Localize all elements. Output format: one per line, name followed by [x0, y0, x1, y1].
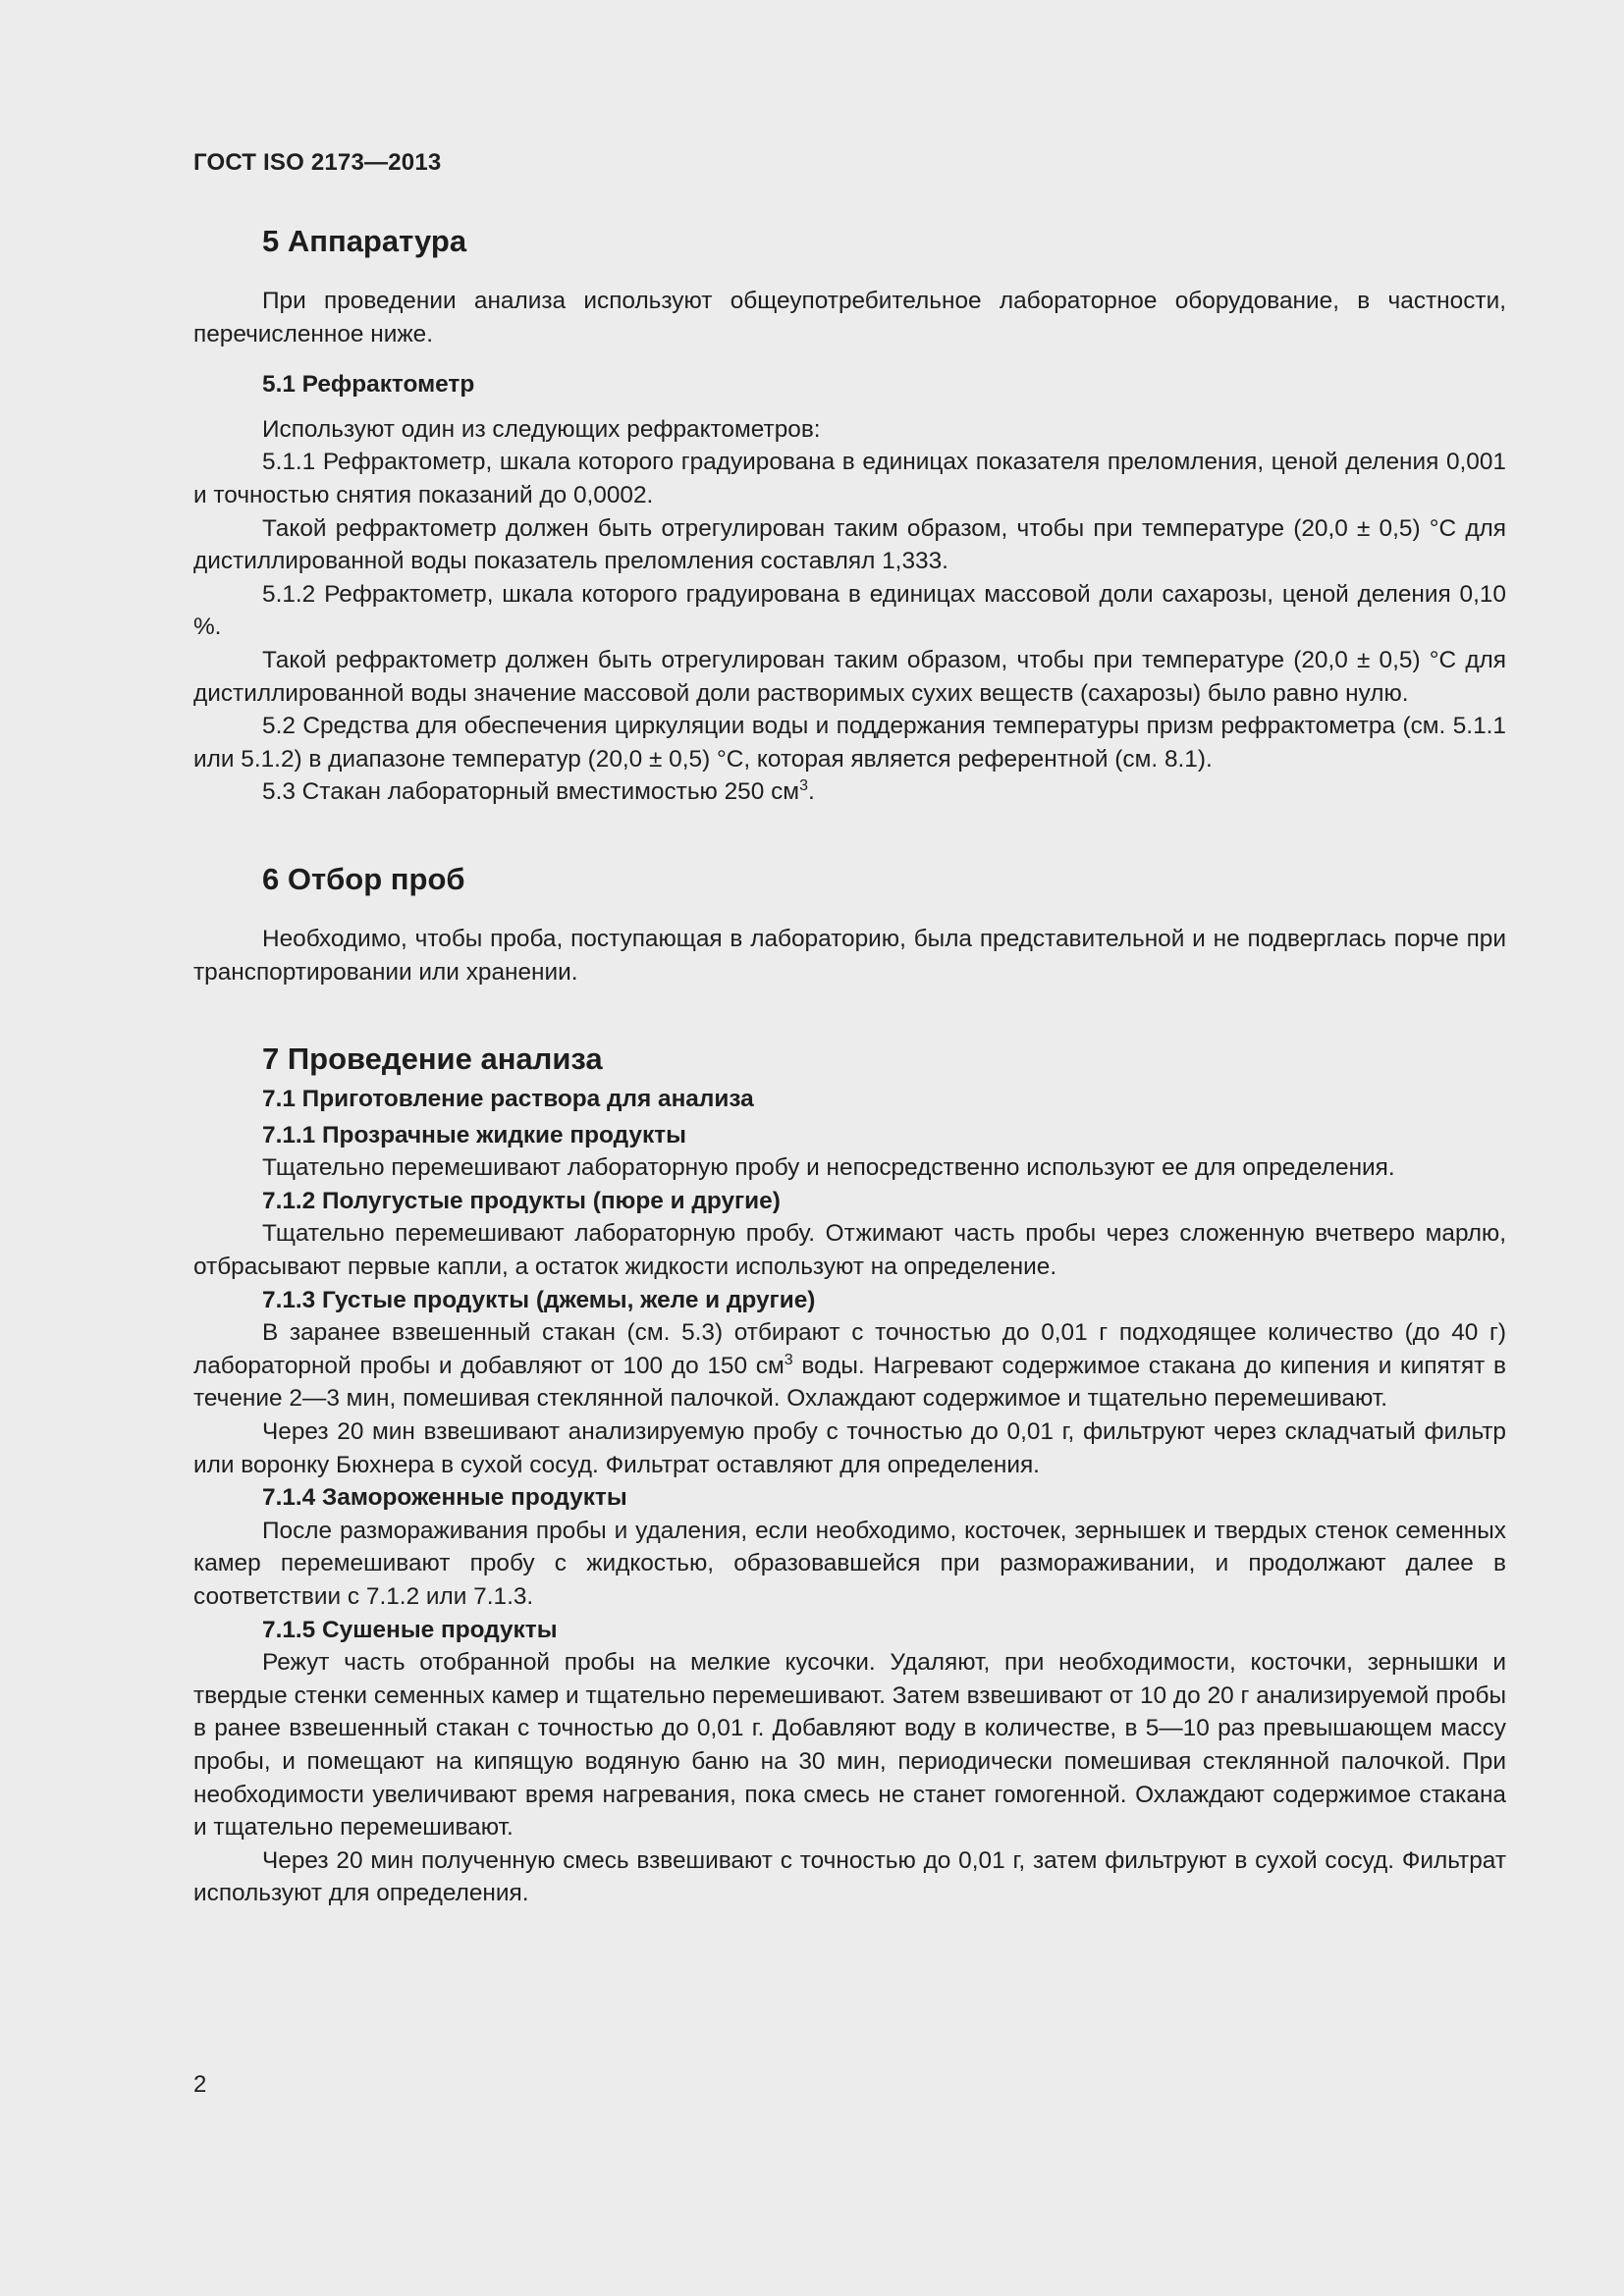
section-6-title: 6 Отбор проб: [262, 861, 465, 896]
section-5-3-end: .: [807, 778, 815, 806]
section-5-1-1: 5.1.1 Рефрактометр, шкала которого градуирована в единицах показателя преломления, ценой деления 0,001 и точностью снятия показаний до 0,0002.: [193, 449, 1506, 508]
section-5-title: 5 Аппаратура: [262, 224, 467, 258]
section-7-1-4-title: 7.1.4 Замороженные продукты: [262, 1484, 627, 1512]
section-7-1-3-p1-a: В заранее взвешенный стакан (см. 5.3) отбирают с точностью до 0,01 г подходящее количество (до 40 г) лабораторной пробы и добавляют от 100 до 150 см: [193, 1319, 1506, 1379]
section-5-3-text: 5.3 Стакан лабораторный вместимостью 250 см: [262, 778, 800, 806]
section-7-1-2-title: 7.1.2 Полугустые продукты (пюре и другие): [262, 1187, 781, 1214]
section-5-3: [193, 775, 1506, 809]
section-5-intro: При проведении анализа используют общеупотребительное лабораторное оборудование, в частности, перечисленное ниже.: [193, 288, 1506, 347]
section-7-1-4-p1: После размораживания пробы и удаления, если необходимо, косточек, зернышек и твердых стенок семенных камер перемешивают пробу с жидкостью, образовавшейся при размораживании, и продолжают далее в соответствии с 7.1.2 или 7.1.3.: [193, 1517, 1506, 1610]
section-5-1-p1: Используют один из следующих рефрактометров:: [262, 415, 821, 443]
document-code-header: ГОСТ ISO 2173—2013: [193, 149, 442, 176]
section-7-1-1-p1: Тщательно перемешивают лабораторную пробу и непосредственно используют ее для определения.: [262, 1154, 1395, 1182]
section-7-1-3-title: 7.1.3 Густые продукты (джемы, желе и другие): [262, 1286, 816, 1313]
section-7-1-3-p2: Через 20 мин взвешивают анализируемую пробу с точностью до 0,01 г, фильтруют через складчатый фильтр или воронку Бюхнера в сухой сосуд. Фильтрат оставляют для определения.: [193, 1418, 1506, 1478]
section-6-p1: Необходимо, чтобы проба, поступающая в лабораторию, была представительной и не подверглась порче при транспортировании или хранении.: [193, 925, 1506, 986]
section-7-1-title: 7.1 Приготовление раствора для анализа: [262, 1086, 754, 1113]
section-5-1-1-note: Такой рефрактометр должен быть отрегулирован таким образом, чтобы при температуре (20,0 ± 0,5) °С для дистиллированной воды показатель преломления составлял 1,333.: [193, 514, 1506, 575]
section-5-2: 5.2 Средства для обеспечения циркуляции воды и поддержания температуры призм рефрактометра (см. 5.1.1 или 5.1.2) в диапазоне температур (20,0 ± 0,5) °С, которая является референтной (см. 8.1).: [193, 713, 1506, 773]
page-number: 2: [193, 2071, 207, 2098]
section-7-1-2-p1: Тщательно перемешивают лабораторную пробу. Отжимают часть пробы через сложенную вчетверо марлю, отбрасывают первые капли, а остаток жидкости используют на определение.: [193, 1220, 1506, 1281]
section-7-1-5-title: 7.1.5 Сушеные продукты: [262, 1616, 558, 1643]
section-7-1-5-p1: Режут часть отобранной пробы на мелкие кусочки. Удаляют, при необходимости, косточки, зернышки и твердые стенки семенных камер и тщательно перемешивают. Затем взвешивают от 10 до 20 г анализируемой пробы в ранее взвешенный стакан с точностью до 0,01 г. Добавляют воду в количестве, в 5—10 раз превышающем массу пробы, и помещают на кипящую водяную баню на 30 мин, периодически помешивая стеклянной палочкой. При необходимости увеличивают время нагревания, пока смесь не станет гомогенной. Охлаждают содержимое стакана и тщательно перемешивают.: [193, 1649, 1506, 1842]
section-5-1-title: 5.1 Рефрактометр: [262, 371, 475, 399]
section-7-title: 7 Проведение анализа: [262, 1041, 603, 1077]
section-7-1-5-p2: Через 20 мин полученную смесь взвешивают с точностью до 0,01 г, затем фильтруют в сухой сосуд. Фильтрат используют для определения.: [193, 1846, 1506, 1907]
section-7-1-3-p1-sup: 3: [784, 1351, 793, 1368]
section-7-1-3-p1-b: воды. Нагревают содержимое стакана до кипения и кипятят в течение 2—3 мин, помешивая стеклянной палочкой. Охлаждают содержимое и тщательно перемешивают.: [193, 1352, 1506, 1413]
section-5-3-sup: 3: [799, 777, 808, 795]
section-7-1-1-title: 7.1.1 Прозрачные жидкие продукты: [262, 1121, 686, 1148]
section-5-1-2-note: Такой рефрактометр должен быть отрегулирован таким образом, чтобы при температуре (20,0 ± 0,5) °С для дистиллированной воды значение массовой доли растворимых сухих веществ (сахарозы) было равно нулю.: [193, 646, 1506, 707]
section-5-1-2: 5.1.2 Рефрактометр, шкала которого градуирована в единицах массовой доли сахарозы, ценой деления 0,10 %.: [193, 580, 1506, 641]
section-7-1-3-p1: [193, 1316, 1506, 1415]
document-body: [193, 222, 1506, 1910]
